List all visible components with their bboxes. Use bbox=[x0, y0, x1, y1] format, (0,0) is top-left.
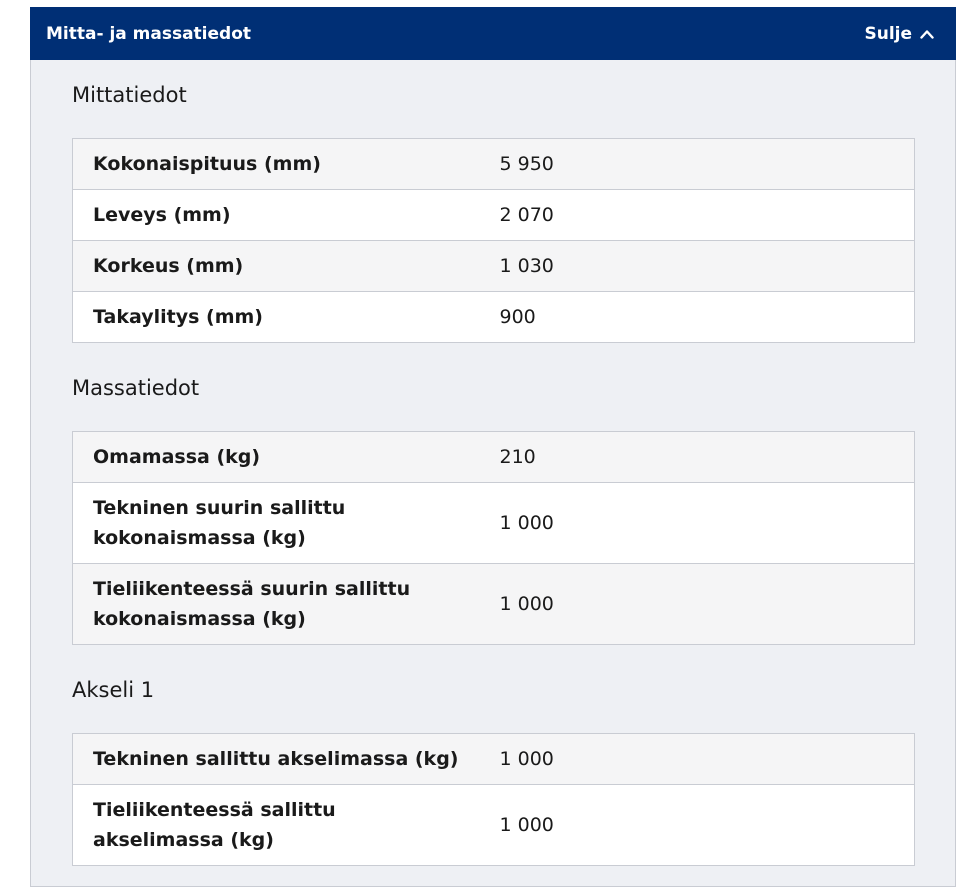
accordion-header[interactable] bbox=[30, 7, 956, 60]
section-axle-1 bbox=[72, 675, 915, 851]
row-label: Kokonaispituus (mm) bbox=[73, 139, 480, 190]
table-row bbox=[73, 241, 915, 292]
table-row bbox=[73, 483, 915, 564]
close-toggle-button[interactable] bbox=[864, 24, 934, 44]
section-dimensions bbox=[72, 80, 915, 328]
row-value: 1 000 bbox=[480, 483, 915, 564]
table-row bbox=[73, 432, 915, 483]
table-row bbox=[73, 190, 915, 241]
accordion-title: Mitta- ja massatiedot bbox=[46, 23, 252, 44]
row-value: 1 000 bbox=[480, 734, 915, 785]
table-row bbox=[73, 785, 915, 866]
row-label: Tieliikenteessä suurin sallittu kokonaismassa (kg) bbox=[73, 564, 480, 645]
section-masses bbox=[72, 373, 915, 630]
dimensions-table bbox=[72, 138, 915, 343]
row-value: 5 950 bbox=[480, 139, 915, 190]
row-value: 1 030 bbox=[480, 241, 915, 292]
row-label: Takaylitys (mm) bbox=[73, 292, 480, 343]
row-label: Omamassa (kg) bbox=[73, 432, 480, 483]
section-title-dimensions: Mittatiedot bbox=[72, 83, 187, 107]
row-value: 1 000 bbox=[480, 785, 915, 866]
row-label: Tekninen suurin sallittu kokonaismassa (kg) bbox=[73, 483, 480, 564]
row-value: 1 000 bbox=[480, 564, 915, 645]
axle-1-table bbox=[72, 733, 915, 866]
table-row bbox=[73, 564, 915, 645]
row-value: 900 bbox=[480, 292, 915, 343]
row-label: Tekninen sallittu akselimassa (kg) bbox=[73, 734, 480, 785]
row-label: Korkeus (mm) bbox=[73, 241, 480, 292]
table-row bbox=[73, 292, 915, 343]
row-value: 210 bbox=[480, 432, 915, 483]
section-title-axle-1: Akseli 1 bbox=[72, 678, 155, 702]
row-value: 2 070 bbox=[480, 190, 915, 241]
row-label: Tieliikenteessä sallittu akselimassa (kg) bbox=[73, 785, 480, 866]
section-title-masses: Massatiedot bbox=[72, 376, 200, 400]
chevron-up-icon bbox=[920, 29, 934, 39]
accordion-panel bbox=[30, 7, 956, 887]
masses-table bbox=[72, 431, 915, 645]
table-row bbox=[73, 139, 915, 190]
table-row bbox=[73, 734, 915, 785]
row-label: Leveys (mm) bbox=[73, 190, 480, 241]
close-toggle-label: Sulje bbox=[864, 23, 912, 44]
